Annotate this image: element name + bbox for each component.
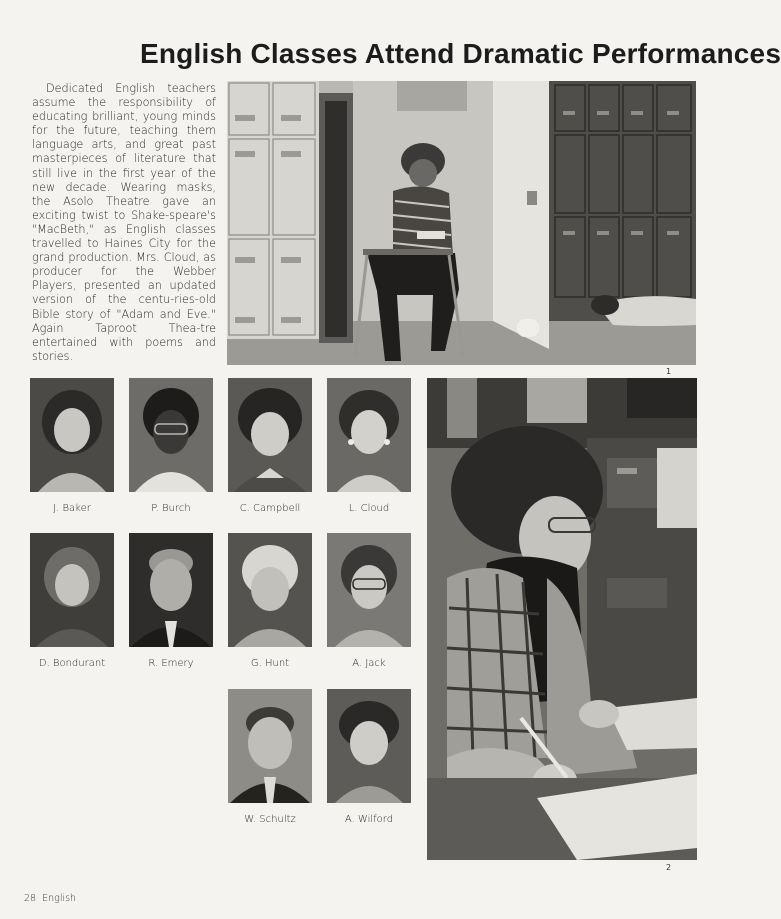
portrait-w-schultz	[228, 689, 312, 803]
intro-paragraph: Dedicated English teachers assume the responsibility of educating brilliant, young minds for the future, teaching them language arts, and great past masterpieces of literature that still live in the first year of the new decade. Wearing masks, the Asolo Theatre gave an exciting twist to Shake-speare's "MacBeth," as English classes travelled to Haines City for the grand production. Mrs. Cloud, as producer for the Webber Players, presented an updated version of the centu-ries-old Bible story of "Adam and Eve." Again Taproot Thea-tre entertained with poems and stories.	[32, 82, 216, 363]
teacher-name: P. Burch	[151, 503, 191, 514]
teacher-name: G. Hunt	[250, 658, 290, 669]
teacher-name: J. Baker	[53, 503, 91, 514]
portrait-g-hunt	[228, 533, 312, 647]
page-number: 28	[24, 893, 37, 904]
teacher-name: R. Emery	[148, 658, 194, 669]
photo-hallway-reader	[227, 81, 696, 365]
teacher-name: W. Schultz	[244, 814, 296, 825]
teacher-name: A. Jack	[352, 658, 386, 669]
portrait-d-bondurant	[30, 533, 114, 647]
teacher-name: L. Cloud	[348, 503, 390, 514]
portrait-a-wilford	[327, 689, 411, 803]
teacher-name: C. Campbell	[239, 503, 301, 514]
portrait-p-burch	[129, 378, 213, 492]
page-headline: English Classes Attend Dramatic Performances	[140, 38, 781, 69]
portrait-r-emery	[129, 533, 213, 647]
portrait-c-campbell	[228, 378, 312, 492]
photo2-number: 2	[666, 863, 672, 872]
portrait-j-baker	[30, 378, 114, 492]
photo-teacher-desk	[427, 378, 697, 860]
teacher-name: A. Wilford	[344, 814, 394, 825]
section-name: English	[42, 893, 77, 904]
photo1-number: 1	[666, 367, 672, 376]
portrait-l-cloud	[327, 378, 411, 492]
portrait-a-jack	[327, 533, 411, 647]
teacher-name: D. Bondurant	[38, 658, 106, 669]
page-folio	[24, 893, 82, 904]
